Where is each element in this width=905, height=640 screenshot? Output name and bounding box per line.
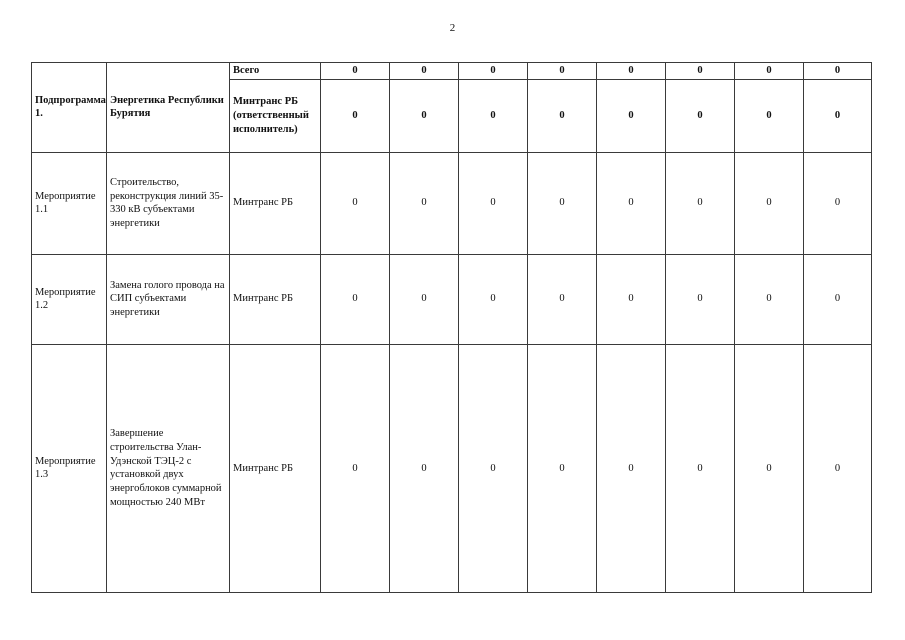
total-value: 0 [459, 63, 528, 80]
measure-value: 0 [666, 254, 735, 344]
measure-value: 0 [804, 254, 872, 344]
measure-executor: Минтранс РБ [230, 152, 321, 254]
measure-value: 0 [459, 152, 528, 254]
total-value: 0 [528, 63, 597, 80]
total-value: 0 [804, 63, 872, 80]
executor-value: 0 [321, 79, 390, 152]
executor-value: 0 [666, 79, 735, 152]
measure-value: 0 [735, 344, 804, 592]
measure-name: Завершение строительства Улан-Удэнской ТЭЦ-2 с установкой двух энергоблоков суммарной мощностью 240 МВт [107, 344, 230, 592]
measure-value: 0 [528, 152, 597, 254]
measure-value: 0 [597, 344, 666, 592]
executor-value: 0 [528, 79, 597, 152]
executor-label: Минтранс РБ (ответственный исполнитель) [230, 79, 321, 152]
measure-label: Мероприятие 1.3 [32, 344, 107, 592]
total-value: 0 [390, 63, 459, 80]
measure-value: 0 [666, 152, 735, 254]
measure-row-1-3 [32, 344, 872, 592]
total-value: 0 [597, 63, 666, 80]
measure-value: 0 [321, 254, 390, 344]
executor-value: 0 [459, 79, 528, 152]
measure-row-1-1 [32, 152, 872, 254]
executor-value: 0 [735, 79, 804, 152]
total-value: 0 [321, 63, 390, 80]
subprogram-total-row [32, 63, 872, 80]
measure-label: Мероприятие 1.1 [32, 152, 107, 254]
subprogram-label: Подпрограмма 1. [32, 63, 107, 153]
measure-name: Замена голого провода на СИП субъектами энергетики [107, 254, 230, 344]
executor-value: 0 [804, 79, 872, 152]
total-value: 0 [666, 63, 735, 80]
executor-value: 0 [390, 79, 459, 152]
measure-value: 0 [804, 152, 872, 254]
measure-value: 0 [597, 254, 666, 344]
total-value: 0 [735, 63, 804, 80]
measure-value: 0 [597, 152, 666, 254]
measure-value: 0 [459, 344, 528, 592]
measure-label: Мероприятие 1.2 [32, 254, 107, 344]
measure-value: 0 [321, 344, 390, 592]
total-label: Всего [230, 63, 321, 80]
measure-value: 0 [666, 344, 735, 592]
measure-value: 0 [735, 152, 804, 254]
measure-executor: Минтранс РБ [230, 254, 321, 344]
executor-value: 0 [597, 79, 666, 152]
measure-value: 0 [459, 254, 528, 344]
measure-executor: Минтранс РБ [230, 344, 321, 592]
measure-value: 0 [390, 152, 459, 254]
measure-value: 0 [528, 344, 597, 592]
measure-row-1-2 [32, 254, 872, 344]
measure-value: 0 [390, 254, 459, 344]
measure-value: 0 [390, 344, 459, 592]
measure-name: Строительство, реконструкция линий 35-330 кВ субъектами энергетики [107, 152, 230, 254]
measure-value: 0 [321, 152, 390, 254]
budget-table [31, 62, 872, 593]
subprogram-name: Энергетика Республики Бурятия [107, 63, 230, 153]
page-number: 2 [449, 22, 456, 34]
measure-value: 0 [804, 344, 872, 592]
measure-value: 0 [735, 254, 804, 344]
measure-value: 0 [528, 254, 597, 344]
